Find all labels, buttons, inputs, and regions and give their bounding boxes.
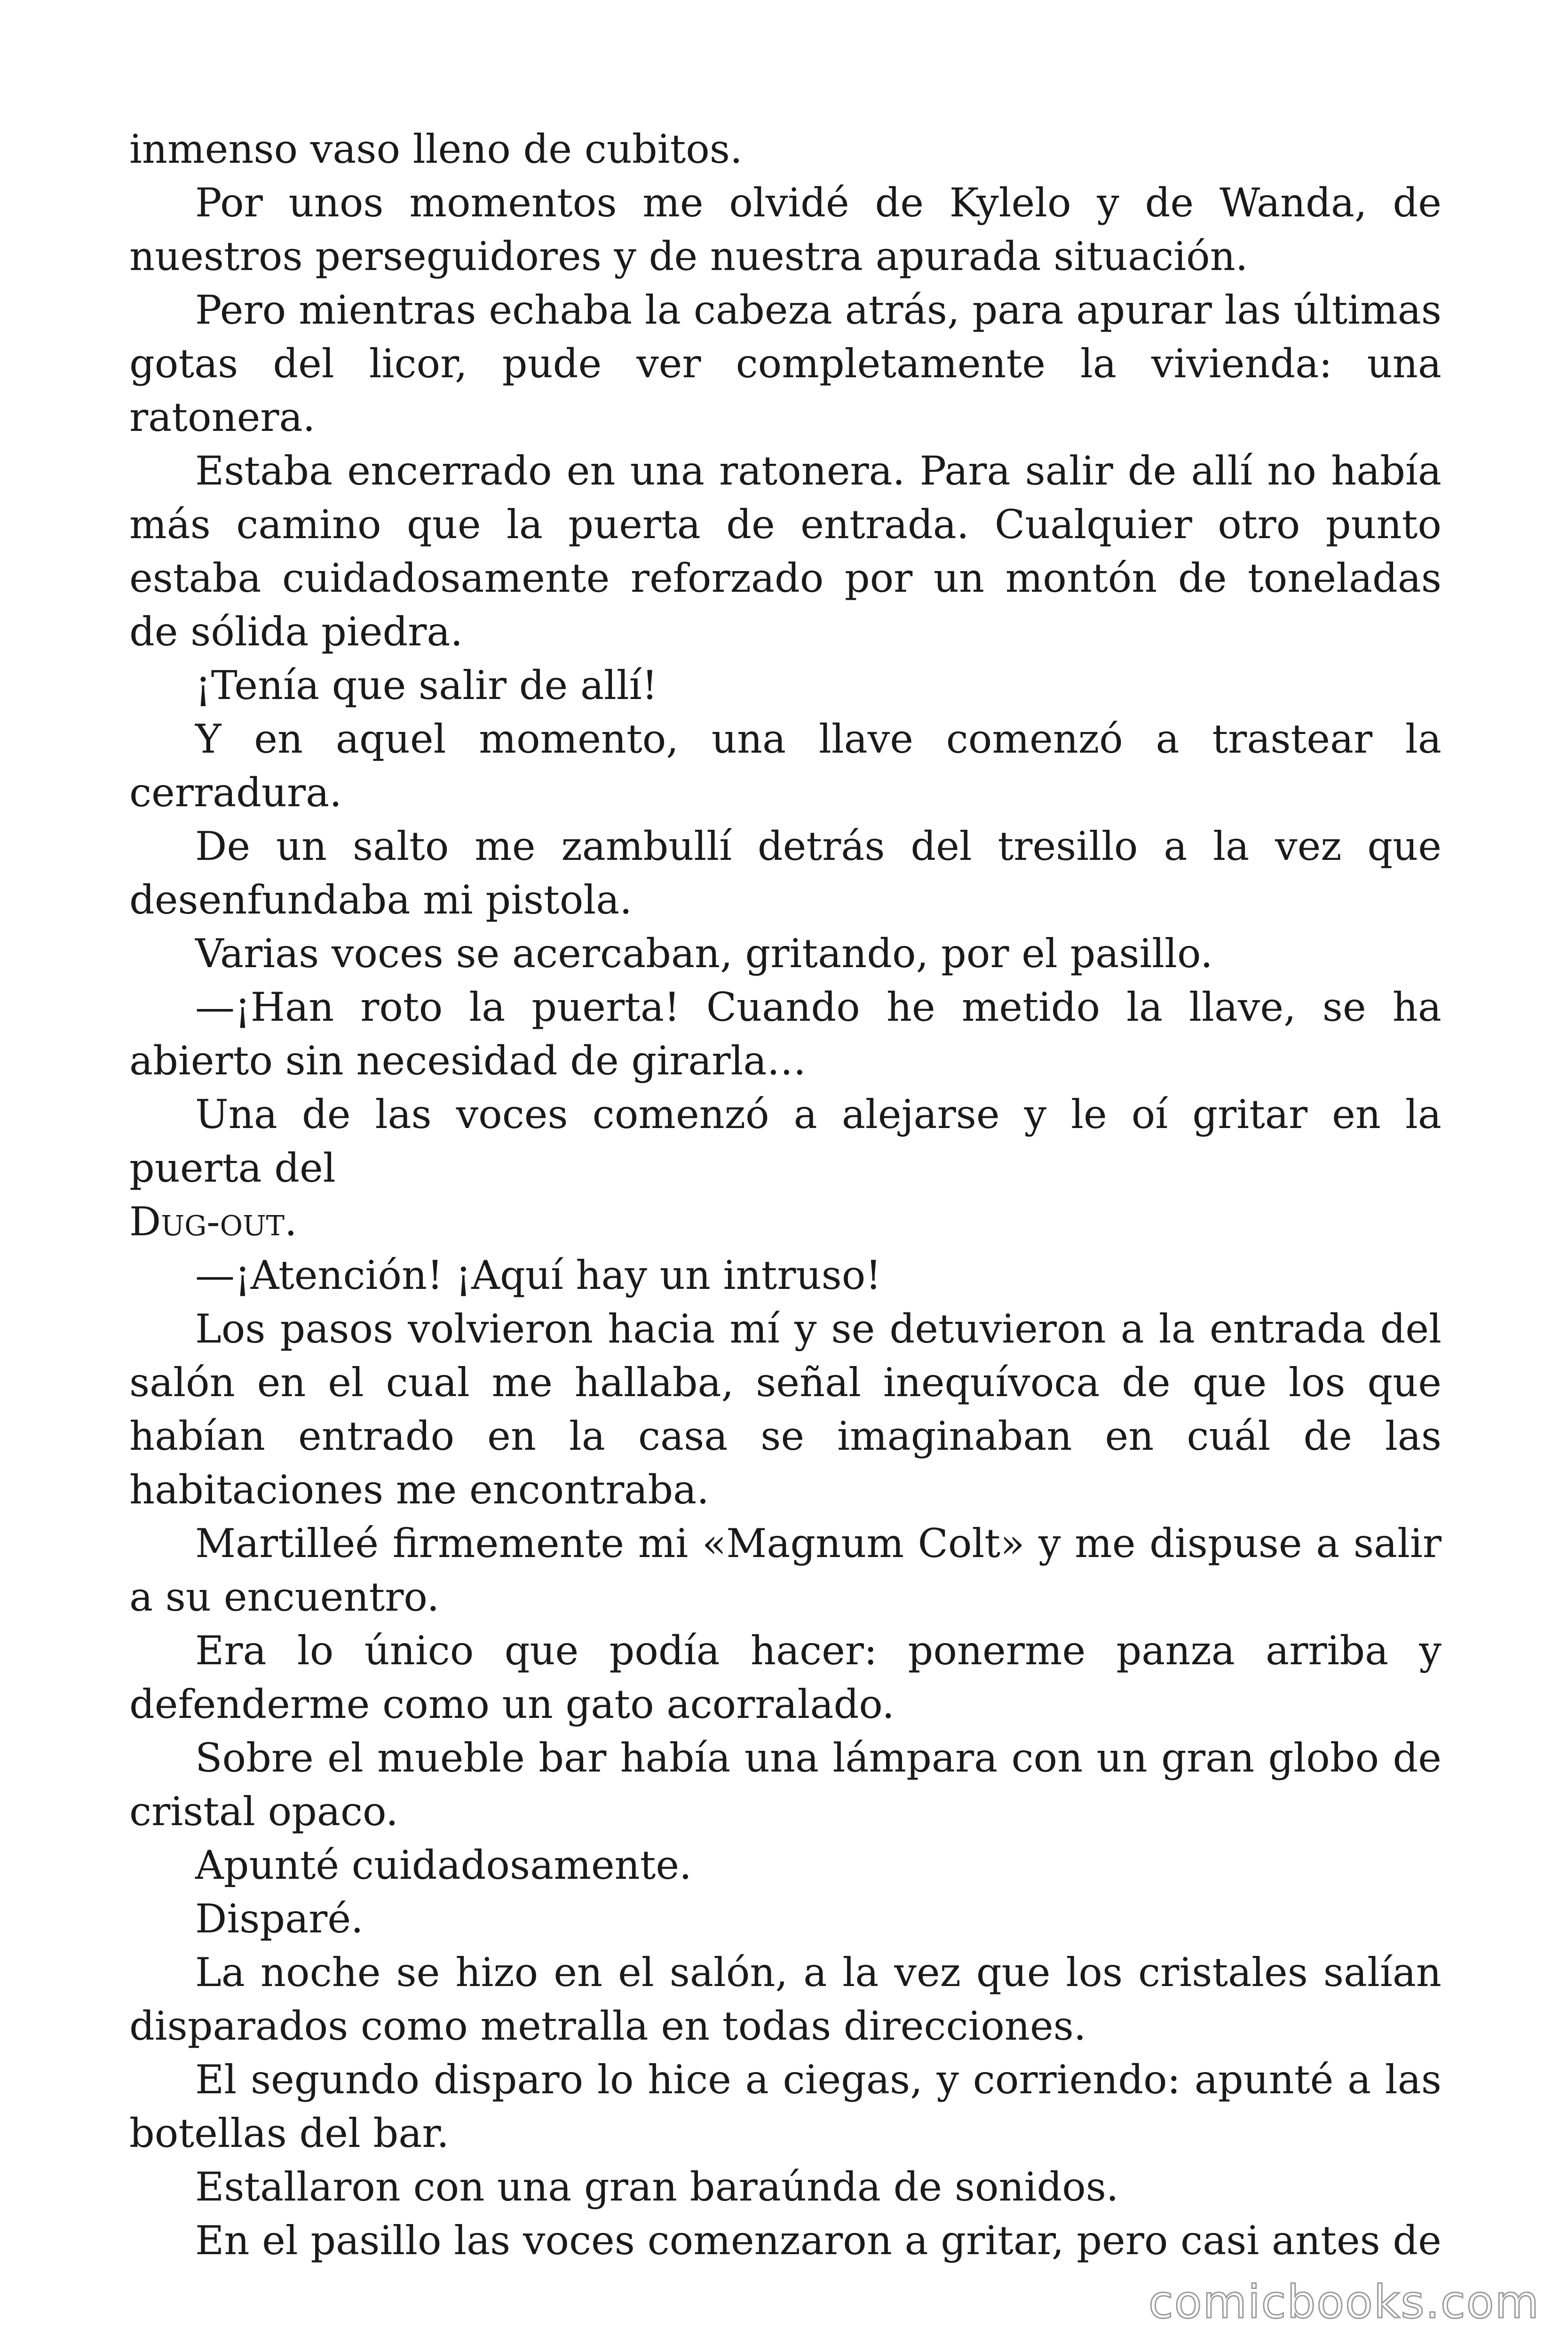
paragraph-7: De un salto me zambullí detrás del tresillo a la vez que desenfundaba mi pistola. — [129, 823, 1441, 923]
paragraph-20: El segundo disparo lo hice a ciegas, y corriendo: apunté a las botellas del bar. — [129, 2057, 1441, 2156]
paragraph-1: inmenso vaso lleno de cubitos. — [129, 126, 743, 172]
paragraph-2: Por unos momentos me olvidé de Kylelo y de Wanda, de nuestros perseguidores y de nuestra apurada situación. — [129, 180, 1441, 279]
paragraph-19: La noche se hizo en el salón, a la vez que los cristales salían disparados como metralla en todas direcciones. — [129, 1949, 1441, 2049]
watermark: comicbooks.com — [1148, 2276, 1540, 2328]
paragraph-5: ¡Tenía que salir de allí! — [195, 662, 658, 708]
paragraph-11: Dug-out. — [129, 1199, 297, 1245]
paragraph-14: Martilleé firmemente mi «Magnum Colt» y me dispuse a salir a su encuentro. — [129, 1520, 1441, 1620]
paragraph-16: Sobre el mueble bar había una lámpara con un gran globo de cristal opaco. — [129, 1735, 1441, 1835]
paragraph-21: Estallaron con una gran baraúnda de sonidos. — [195, 2164, 1119, 2210]
paragraph-3: Pero mientras echaba la cabeza atrás, para apurar las últimas gotas del licor, pude ver completamente la vivienda: una ratonera. — [129, 287, 1441, 440]
paragraph-6: Y en aquel momento, una llave comenzó a trastear la cerradura. — [129, 716, 1441, 816]
paragraph-8: Varias voces se acercaban, gritando, por el pasillo. — [195, 930, 1213, 977]
paragraph-17: Apunté cuidadosamente. — [195, 1842, 692, 1888]
paragraph-9: —¡Han roto la puerta! Cuando he metido la llave, se ha abierto sin necesidad de girarla… — [129, 984, 1441, 1084]
paragraph-13: Los pasos volvieron hacia mí y se detuvieron a la entrada del salón en el cual me hallaba, señal inequívoca de que los que habían entrado en la casa se imaginaban en cuál de las habitaciones me encontraba. — [129, 1306, 1441, 1513]
paragraph-10: Una de las voces comenzó a alejarse y le oí gritar en la puerta del — [129, 1091, 1441, 1191]
paragraph-4: Estaba encerrado en una ratonera. Para salir de allí no había más camino que la puerta de entrada. Cualquier otro punto estaba cuidadosamente reforzado por un montón de toneladas de sólida piedra. — [129, 448, 1441, 655]
body-text — [129, 122, 1441, 2267]
paragraph-12: —¡Atención! ¡Aquí hay un intruso! — [195, 1252, 882, 1298]
paragraph-18: Disparé. — [195, 1896, 364, 1942]
paragraph-15: Era lo único que podía hacer: ponerme panza arriba y defenderme como un gato acorralado. — [129, 1628, 1441, 1727]
paragraph-22: En el pasillo las voces comenzaron a gritar, pero casi antes de — [195, 2217, 1441, 2264]
